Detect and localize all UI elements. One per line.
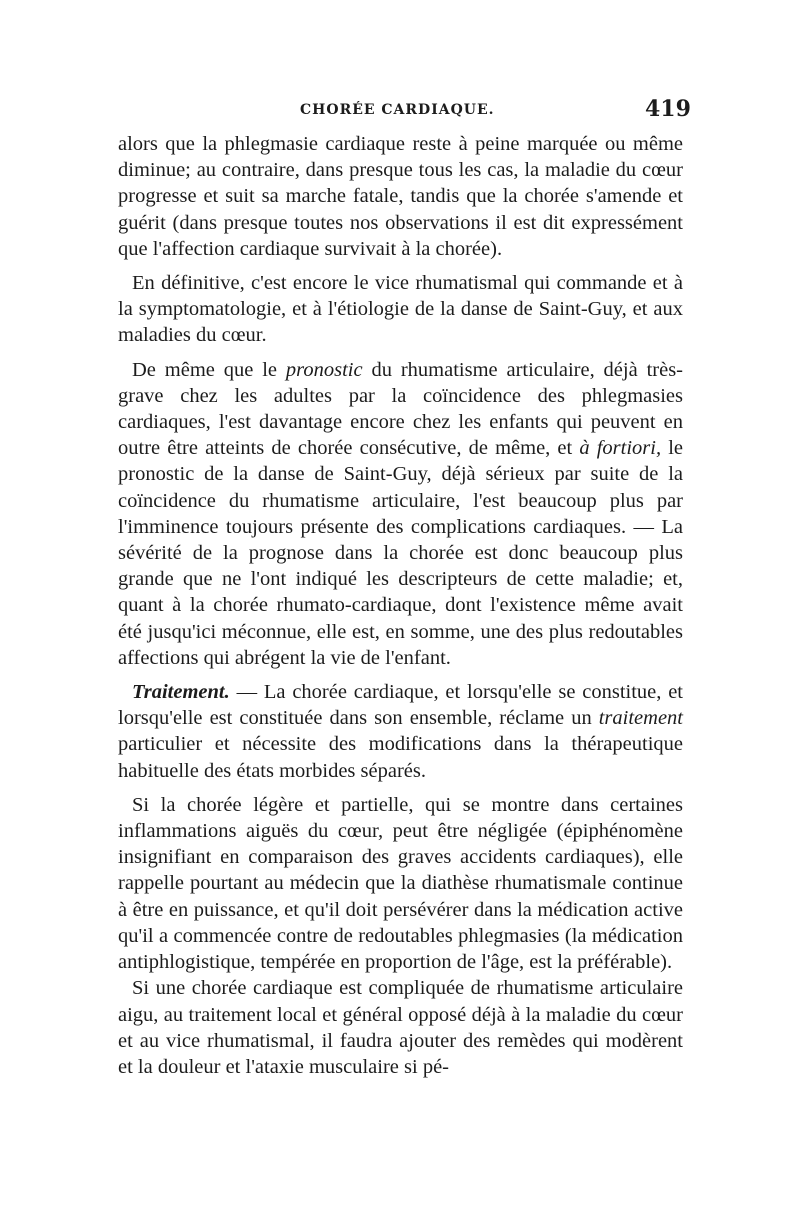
- paragraph-3: [118, 357, 683, 671]
- paragraph-4-italic-traitement: traitement: [598, 707, 683, 730]
- paragraph-2: En définitive, c'est encore le vice rhumatismal qui commande et à la symptomatologie, et à l'étiologie de la danse de Saint-Guy, et aux maladies du cœur.: [118, 272, 683, 347]
- paragraph-4-text-a: — La chorée cardiaque, et lorsqu'elle se constitue, et lorsqu'elle est constituée dans son ensemble, réclame un: [118, 681, 683, 730]
- running-title: CHORÉE CARDIAQUE.: [300, 102, 495, 118]
- paragraph-4: [118, 679, 683, 784]
- paragraph-3-text-b: du rhumatisme articulaire, déjà très-grave chez les adultes par la coïncidence des phlegmasies cardiaques, l'est davantage encore chez les enfants qui peuvent en outre être atteints de chorée consécutive, de même, et: [118, 358, 684, 460]
- page-number: 419: [645, 96, 691, 122]
- running-header: [0, 96, 800, 126]
- paragraph-3-italic-pronostic: pronostic: [285, 358, 363, 381]
- paragraph-4-text-b: particulier et nécessite des modifications dans la thérapeutique habituelle des états morbides séparés.: [118, 733, 683, 782]
- paragraph-6: Si une chorée cardiaque est compliquée de rhumatisme articulaire aigu, au traitement local et général opposé déjà à la maladie du cœur et au vice rhumatismal, il faudra ajouter des remèdes qui modèrent et la douleur et l'ataxie musculaire si pé-: [118, 977, 683, 1078]
- paragraph-1: alors que la phlegmasie cardiaque reste à peine marquée ou même diminue; au contraire, dans presque tous les cas, la maladie du cœur progresse et suit sa marche fatale, tandis que la chorée s'amende et guérit (dans presque toutes nos observations il est dit expressément que l'affection cardiaque survivait à la chorée).: [118, 133, 683, 260]
- paragraph-3-text-c: le pronostic de la danse de Saint-Guy, déjà sérieux par suite de la coïncidence du rhumatisme articulaire, l'est beaucoup plus par l'imminence toujours présente des complications cardiaques. — La sévérité de la prognose dans la chorée est donc beaucoup plus grande que ne l'ont indiqué les descripteurs de cette maladie; et, quant à la chorée rhumato-cardiaque, dont l'existence même avait été jusqu'ici méconnue, elle est, en somme, une des plus redoutables affections qui abrégent la vie de l'enfant.: [118, 437, 683, 669]
- body-text: [118, 131, 683, 1080]
- paragraph-3-italic-fortiori: à fortiori,: [579, 437, 662, 460]
- paragraph-5: Si la chorée légère et partielle, qui se montre dans certaines inflammations aiguës du cœur, peut être négligée (épiphénomène insignifiant en comparaison des graves accidents cardiaques), elle rappelle pourtant au médecin que la diathèse rhumatismale continue à être en puissance, et qu'il doit persévérer dans la médication active qu'il a commencée contre de redoutables phlegmasies (la médication antiphlogistique, tempérée en proportion de l'âge, est la préférable).: [118, 793, 683, 974]
- section-heading-traitement: Traitement.: [132, 681, 230, 704]
- paragraph-3-text-a: De même que le: [132, 358, 286, 381]
